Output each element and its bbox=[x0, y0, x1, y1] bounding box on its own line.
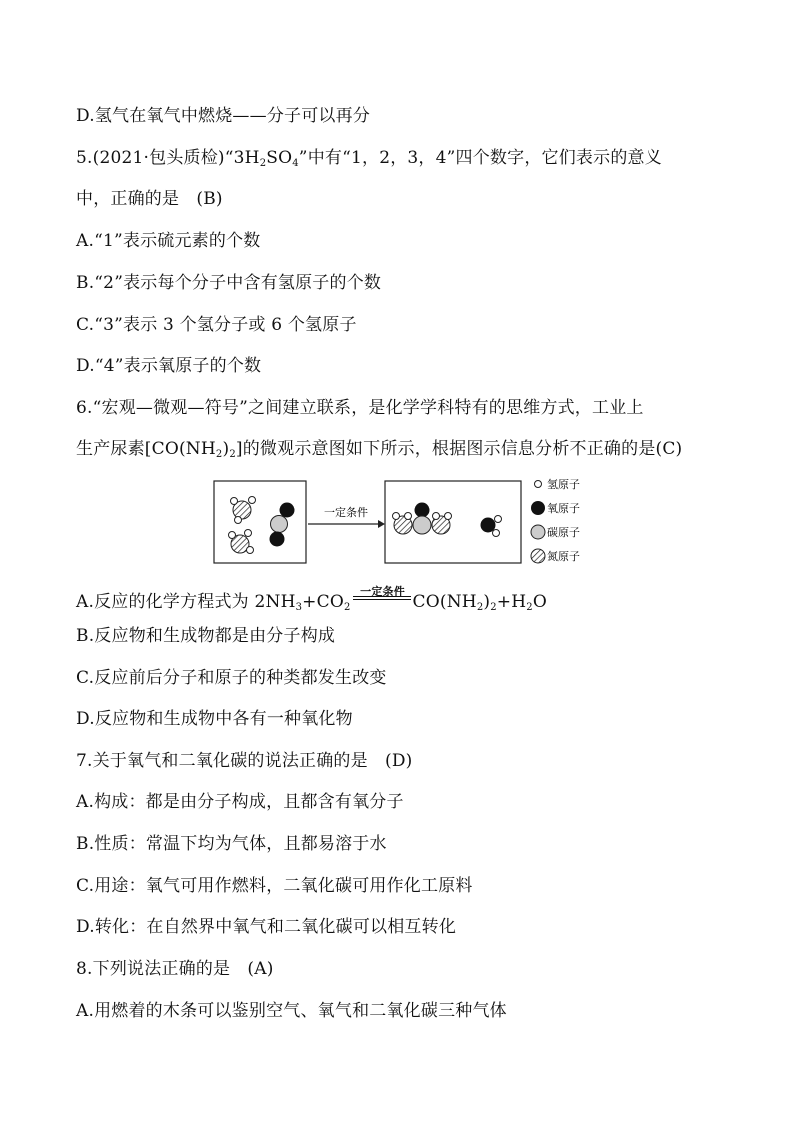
text: CO(NH bbox=[412, 592, 477, 612]
option-d: D.“4”表示氧原子的个数 bbox=[76, 356, 262, 376]
legend-label-hydrogen: 氢原子 bbox=[547, 478, 580, 491]
arrow-condition-label: 一定条件 bbox=[324, 506, 368, 519]
subscript: 2 bbox=[490, 602, 497, 613]
legend-label-nitrogen: 氮原子 bbox=[547, 550, 580, 563]
option-d: D.转化：在自然界中氧气和二氧化碳可以相互转化 bbox=[76, 917, 457, 937]
reaction-micro-diagram bbox=[212, 476, 602, 568]
text: ”中有“1，2，3，4”四个数字，它们表示的意义 bbox=[298, 148, 662, 168]
text: O bbox=[532, 592, 547, 612]
carbon-dioxide-molecule bbox=[270, 503, 295, 547]
oxygen-legend-icon bbox=[531, 501, 545, 515]
reactants-box bbox=[214, 481, 306, 563]
question-7-stem: 7.关于氧气和二氧化碳的说法正确的是 (D) bbox=[76, 751, 413, 771]
option-c: C.用途：氧气可用作燃料，二氧化碳可用作化工原料 bbox=[76, 876, 473, 896]
option-b: B.反应物和生成物都是由分子构成 bbox=[76, 626, 336, 646]
question-8-stem: 8.下列说法正确的是 (A) bbox=[76, 959, 274, 979]
option-a: A.“1”表示硫元素的个数 bbox=[76, 231, 261, 251]
arrow-head bbox=[378, 520, 385, 528]
hydrogen-legend-icon bbox=[535, 481, 542, 488]
text: +CO bbox=[302, 592, 344, 612]
subscript: 2 bbox=[259, 158, 267, 169]
subscript: 2 bbox=[343, 602, 351, 613]
text: 5.(2021·包头质检)“3H bbox=[76, 148, 260, 168]
legend bbox=[531, 477, 580, 563]
text: ) bbox=[222, 439, 230, 459]
option-a: A.构成：都是由分子构成，且都含有氧分子 bbox=[76, 792, 404, 812]
option-b: B.“2”表示每个分子中含有氢原子的个数 bbox=[76, 273, 382, 293]
option-d: D.反应物和生成物中各有一种氧化物 bbox=[76, 709, 353, 729]
question-5-stem bbox=[76, 146, 662, 170]
text: 生产尿素[CO(NH bbox=[76, 439, 216, 459]
urea-molecule bbox=[393, 503, 452, 535]
nitrogen-legend-icon bbox=[531, 549, 545, 563]
equation-condition-text: 一定条件 bbox=[360, 585, 405, 598]
equation-condition-sign bbox=[351, 585, 413, 614]
option-c: C.反应前后分子和原子的种类都发生改变 bbox=[76, 668, 387, 688]
water-molecule bbox=[481, 516, 502, 537]
option-line: D.氢气在氧气中燃烧——分子可以再分 bbox=[76, 106, 371, 126]
text: A.反应的化学方程式为 2NH bbox=[76, 592, 296, 612]
text: SO bbox=[266, 148, 293, 168]
legend-label-oxygen: 氧原子 bbox=[547, 502, 580, 515]
subscript: 2 bbox=[526, 602, 533, 613]
text: +H bbox=[496, 592, 527, 612]
subscript: 2 bbox=[215, 449, 223, 460]
subscript: 2 bbox=[229, 449, 236, 460]
question-6-stem-cont bbox=[76, 437, 682, 461]
ammonia-molecule-2 bbox=[229, 530, 254, 554]
ammonia-molecule-1 bbox=[231, 497, 256, 524]
text: ) bbox=[483, 592, 491, 612]
question-6-stem: 6.“宏观—微观—符号”之间建立联系，是化学学科特有的思维方式，工业上 bbox=[76, 398, 644, 418]
reaction-diagram-svg bbox=[212, 476, 602, 568]
subscript: 2 bbox=[476, 602, 484, 613]
subscript: 4 bbox=[292, 158, 299, 169]
question-5-stem-cont: 中，正确的是 (B) bbox=[76, 189, 223, 209]
subscript: 3 bbox=[295, 602, 303, 613]
option-b: B.性质：常温下均为气体，且都易溶于水 bbox=[76, 834, 387, 854]
option-a-equation bbox=[76, 585, 547, 614]
carbon-legend-icon bbox=[531, 525, 545, 539]
option-c: C.“3”表示 3 个氢分子或 6 个氢原子 bbox=[76, 315, 357, 335]
text: ]的微观示意图如下所示，根据图示信息分析不正确的是(C) bbox=[235, 439, 683, 459]
option-a: A.用燃着的木条可以鉴别空气、氧气和二氧化碳三种气体 bbox=[76, 1001, 507, 1021]
legend-label-carbon: 碳原子 bbox=[547, 526, 580, 539]
